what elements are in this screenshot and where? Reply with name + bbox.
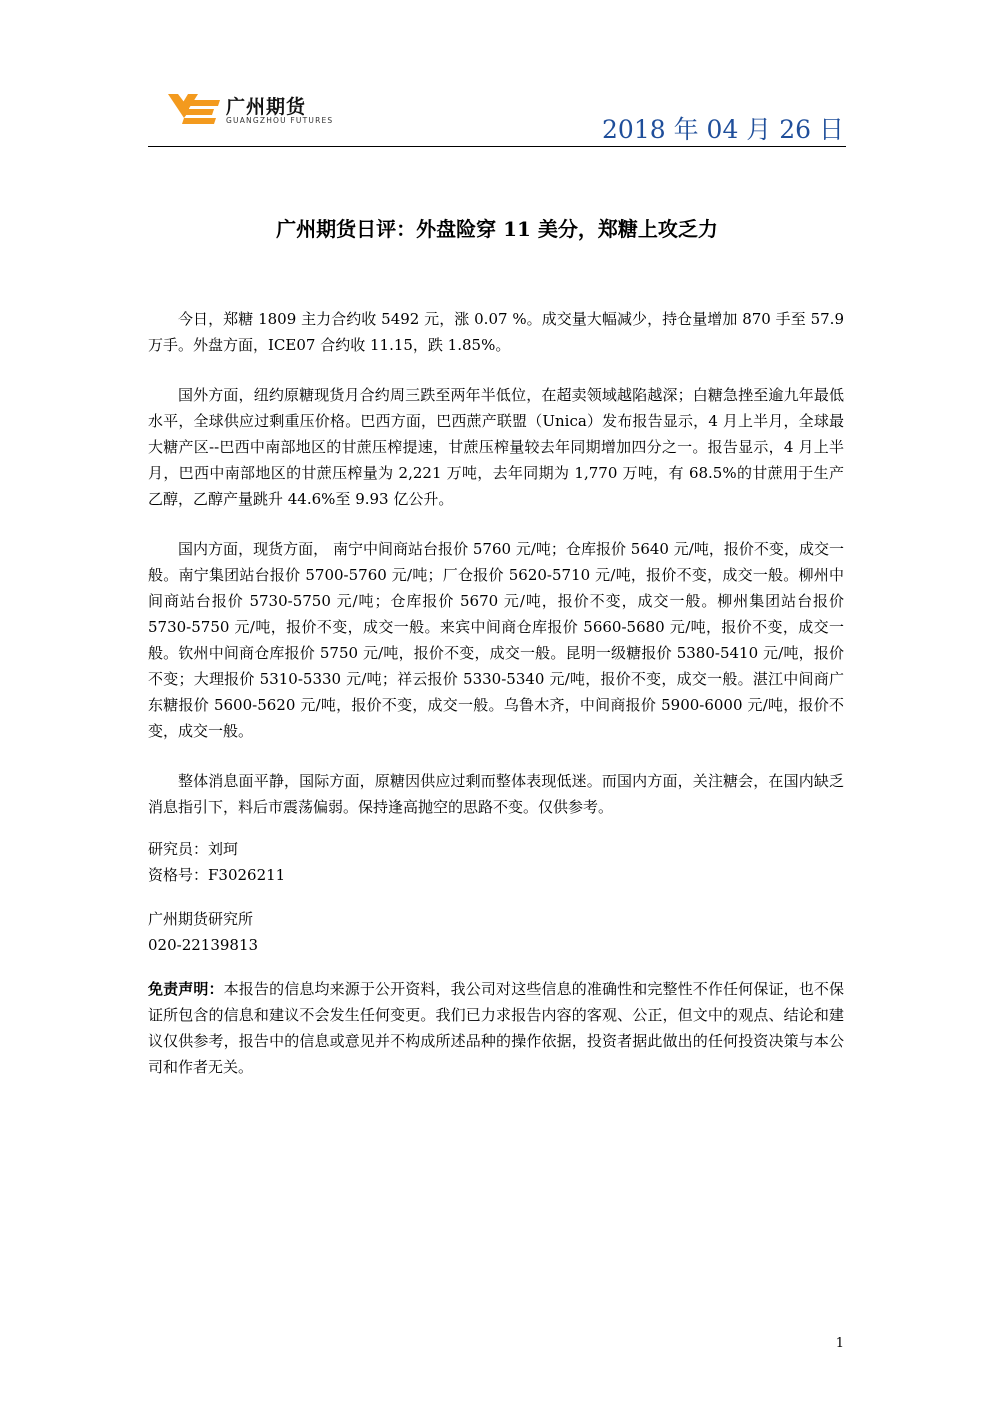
- analyst-name: 研究员：刘珂: [148, 840, 239, 858]
- paragraph-domestic: 国内方面，现货方面， 南宁中间商站台报价 5760 元/吨；仓库报价 5640 元/吨，报价不变，成交一般。南宁集团站台报价 5700-5760 元/吨；厂仓报价 5620-5710 元/吨，报价不变，成交一般。柳州中间商站台报价 5730-5750 元/吨；仓库报价 5670 元/吨，报价不变，成交一般。柳州集团站台报价 5730-5750 元/吨，报价不变，成交一般。来宾中间商仓库报价 5660-5680 元/吨，报价不变，成交一般。钦州中间商仓库报价 5750 元/吨，报价不变，成交一般。昆明一级糖报价 5380-5410 元/吨，报价不变；大理报价 5310-5330 元/吨；祥云报价 5330-5340 元/吨，报价不变，成交一般。湛江中间商广东糖报价 5600-5620 元/吨，报价不变，成交一般。乌鲁木齐，中间商报价 5900-6000 元/吨，报价不变，成交一般。: [148, 540, 844, 740]
- paragraph-international: 国外方面，纽约原糖现货月合约周三跌至两年半低位，在超卖领域越陷越深；白糖急挫至逾九年最低水平，全球供应过剩重压价格。巴西方面，巴西蔗产联盟（Unica）发布报告显示，4 月上半月，全球最大糖产区--巴西中南部地区的甘蔗压榨提速，甘蔗压榨量较去年同期增加四分之一。报告显示，4 月上半月，巴西中南部地区的甘蔗压榨量为 2,221 万吨，去年同期为 1,770 万吨，有 68.5%的甘蔗用于生产乙醇，乙醇产量跳升 44.6%至 9.93 亿公升。: [148, 386, 844, 508]
- logo-text-en: GUANGZHOU FUTURES: [226, 116, 334, 125]
- page-header: [148, 82, 846, 148]
- institute-phone: 020-22139813: [148, 936, 259, 954]
- report-date: 2018 年 04 月 26 日: [602, 115, 844, 144]
- logo-text-cn: 广州期货: [226, 96, 307, 118]
- disclaimer-label: 免责声明：: [148, 980, 224, 998]
- company-logo: [168, 88, 358, 136]
- logo-mark-icon: [168, 88, 222, 132]
- page-number: 1: [835, 1336, 844, 1351]
- report-body: [148, 306, 844, 1080]
- institute-name: 广州期货研究所: [148, 910, 254, 928]
- paragraph-market-summary: 今日，郑糖 1809 主力合约收 5492 元，涨 0.07 %。成交量大幅减少，持仓量增加 870 手至 57.9 万手。外盘方面，ICE07 合约收 11.15，跌 1.85%。: [148, 310, 844, 354]
- paragraph-outlook: 整体消息面平静，国际方面，原糖因供应过剩而整体表现低迷。而国内方面，关注糖会，在国内缺乏消息指引下，料后市震荡偏弱。保持逢高抛空的思路不变。仅供参考。: [148, 772, 844, 816]
- report-title: 广州期货日评：外盘险穿 11 美分，郑糖上攻乏力: [276, 217, 718, 241]
- disclaimer-text: 本报告的信息均来源于公开资料，我公司对这些信息的准确性和完整性不作任何保证，也不保证所包含的信息和建议不会发生任何变更。我们已力求报告内容的客观、公正，但文中的观点、结论和建议仅供参考，报告中的信息或意见并不构成所述品种的操作依据，投资者据此做出的任何投资决策与本公司和作者无关。: [148, 980, 844, 1076]
- disclaimer: [148, 976, 844, 1080]
- analyst-certificate: 资格号：F3026211: [148, 866, 286, 884]
- header-divider: [148, 146, 846, 147]
